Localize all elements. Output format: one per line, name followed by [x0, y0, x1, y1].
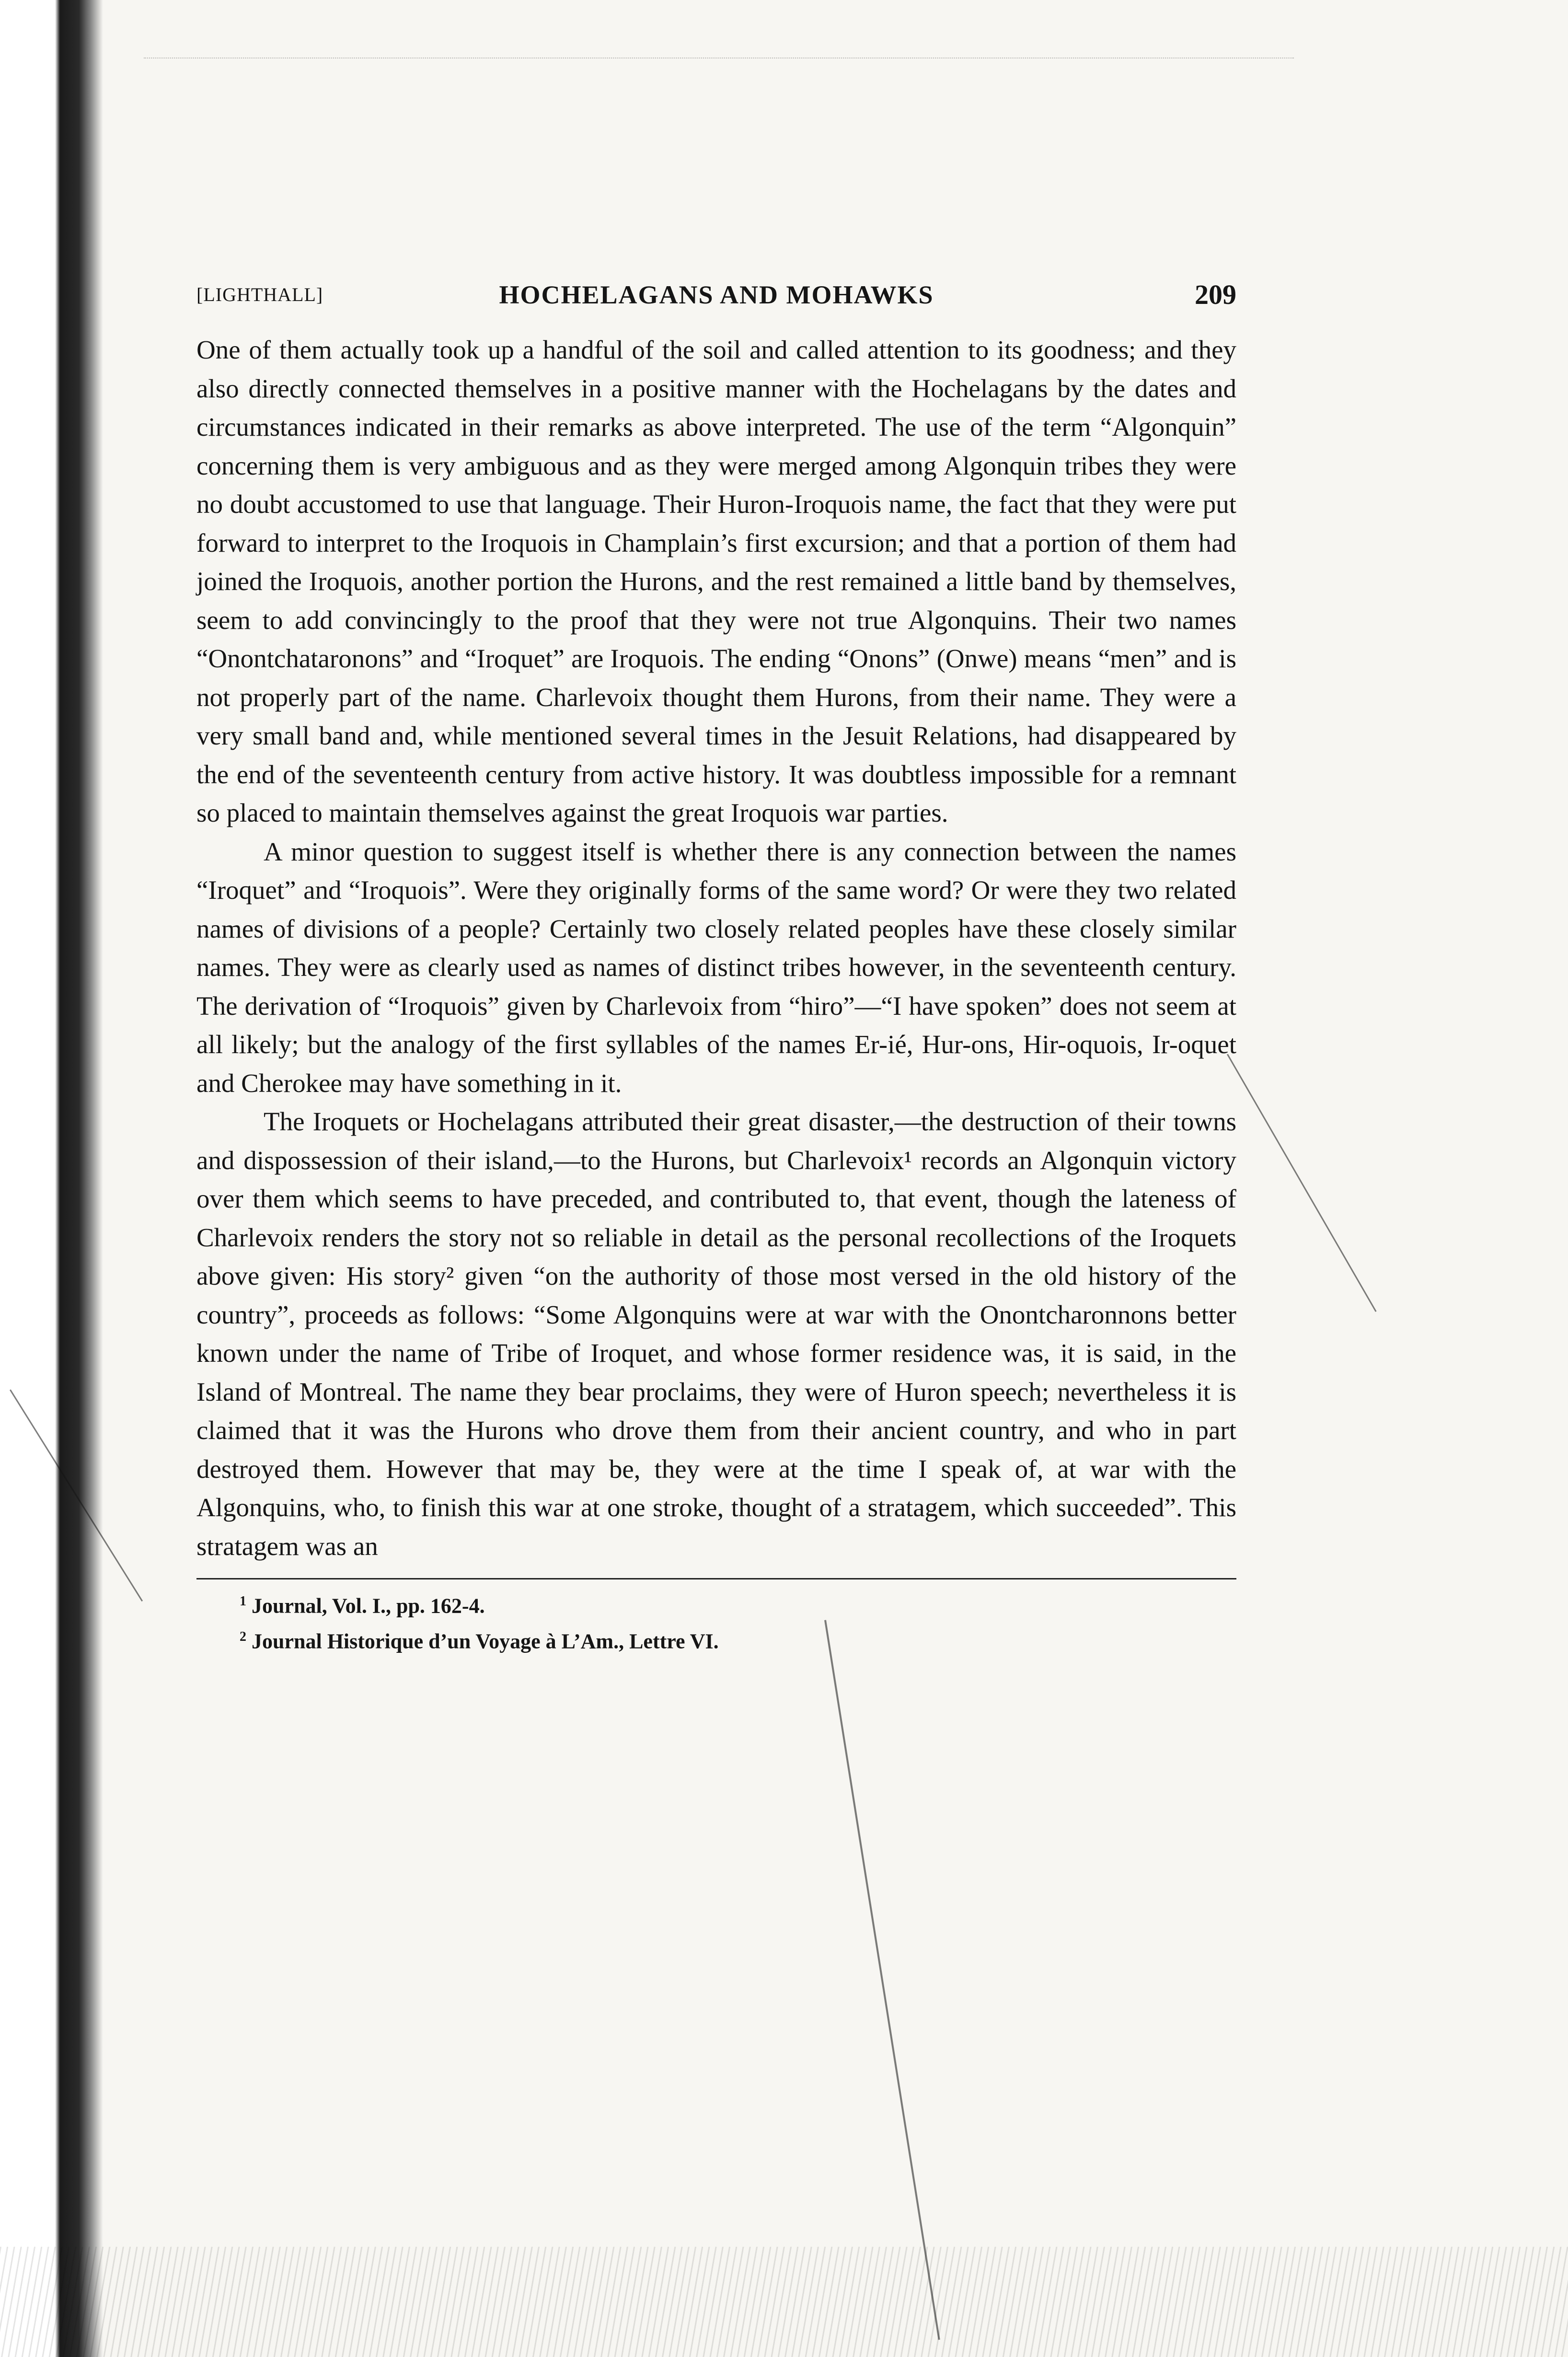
paragraph-1: One of them actually took up a handful of the soil and called attention to its goodness; and they also directly connected themselves in a positive manner with the Hochelagans by the dates and circumstances indicated in their remarks as above interpreted. The use of the term “Algonquin” concerning them is very ambiguous and as they were merged among Algonquin tribes they were no doubt accustomed to use that language. Their Huron-Iroquois name, the fact that they were put forward to interpret to the Iroquois in Champlain’s first excursion; and that a portion of them had joined the Iroquois, another portion the Hurons, and the rest remained a little band by themselves, seem to add convincingly to the proof that they were not true Algonquins. Their two names “Onontchataronons” and “Iroquet” are Iroquois. The ending “Onons” (Onwe) means “men” and is not properly part of the name. Charlevoix thought them Hurons, from their name. They were a very small band and, while mentioned several times in the Jesuit Relations, had disappeared by the end of the seventeenth century from active history. It was doubtless impossible for a remnant so placed to maintain themselves against the great Iroquois war parties. [196, 335, 1236, 827]
scan-top-noise [144, 58, 1294, 97]
running-head [196, 268, 1236, 321]
footnote-2 [240, 1622, 1236, 1657]
book-page [196, 268, 1236, 1657]
footnote-divider [196, 1578, 1236, 1579]
body-text [196, 331, 1236, 1566]
running-head-title: HOCHELAGANS AND MOHAWKS [499, 280, 934, 309]
scan-left-edge [0, 0, 103, 2357]
paragraph-2: A minor question to suggest itself is whether there is any connection between the names “Iroquet” and “Iroquois”. Were they originally forms of the same word? Or were they two related names of divisions of a people? Certainly two closely related peoples have these closely similar names. They were as clearly used as names of distinct tribes however, in the seventeenth century. The derivation of “Iroquois” given by Charlevoix from “hiro”—“I have spoken” does not seem at all likely; but the analogy of the first syllables of the names Er-ié, Hur-ons, Hir-oquois, Ir-oquet and Cherokee may have something in it. [196, 836, 1236, 1098]
footnote-1-text: Journal, Vol. I., pp. 162-4. [252, 1594, 485, 1618]
footnote-2-mark: 2 [240, 1629, 246, 1644]
footnote-1 [240, 1586, 1236, 1622]
footnote-1-mark: 1 [240, 1594, 246, 1609]
scan-bottom-noise [0, 2247, 1568, 2357]
running-head-author: [LIGHTHALL] [196, 284, 323, 305]
scan-stray-line [824, 1620, 940, 2340]
footnotes [196, 1586, 1236, 1657]
page-number: 209 [1195, 279, 1236, 310]
paragraph-3: The Iroquets or Hochelagans attributed their great disaster,—the destruction of their towns and dispossession of their island,—to the Hurons, but Charlevoix¹ records an Algonquin victory over them which seems to have preceded, and contributed to, that event, though the lateness of Charlevoix renders the story not so reliable in detail as the personal recollections of the Iroquets above given: His story² given “on the authority of those most versed in the old history of the country”, proceeds as follows: “Some Algonquins were at war with the Onontcharonnons better known under the name of Tribe of Iroquet, and whose former residence was, it is said, in the Island of Montreal. The name they bear proclaims, they were of Huron speech; nevertheless it is claimed that it was the Hurons who drove them from their ancient country, and who in part destroyed them. However that may be, they were at the time I speak of, at war with the Algonquins, who, to finish this war at one stroke, thought of a stratagem, which succeeded”. This stratagem was an [196, 1107, 1236, 1561]
footnote-2-text: Journal Historique d’un Voyage à L’Am., Lettre VI. [252, 1629, 719, 1653]
scan-stray-line-right [1227, 1054, 1377, 1312]
